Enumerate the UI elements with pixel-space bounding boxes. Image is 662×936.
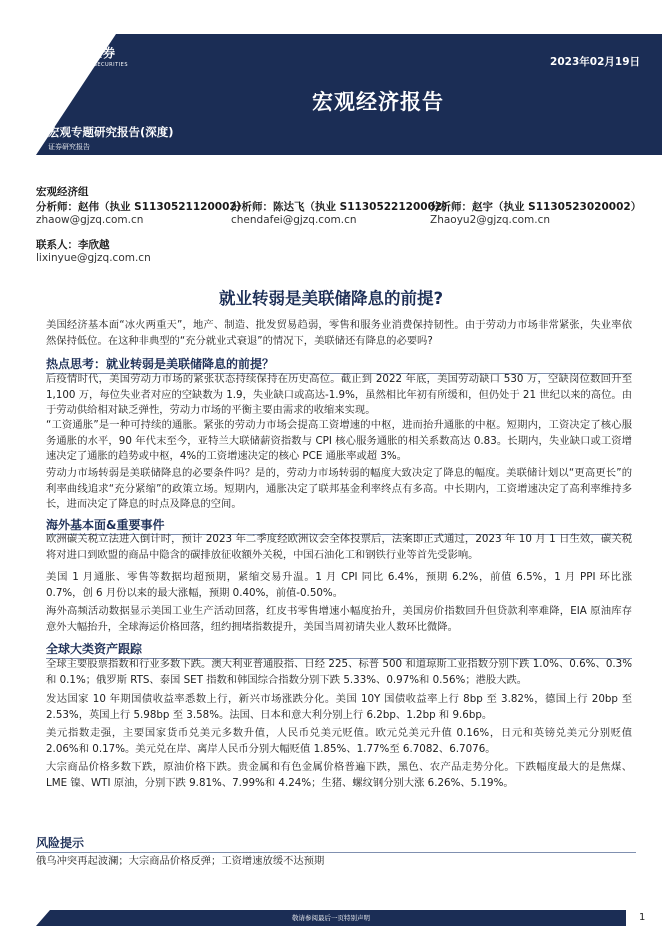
logo-text: 国金证券 bbox=[64, 46, 117, 60]
analyst-3-email[interactable]: Zhaoyu2@gjzq.com.cn bbox=[430, 214, 551, 226]
assets-paragraph-3: 美元指数走强，主要国家货币兑美元多数升值，人民币兑美元贬值。欧元兑美元升值 0.16%，日元和英镑兑美元分别贬值 2.06%和 0.17%。美元兑在岸、离岸人民币分别大幅贬值 1.85%、1.77%至 6.7082、6.7076。 bbox=[46, 727, 632, 755]
assets-paragraph-4: 大宗商品价格多数下跌，原油价格下跌。贵金属和有色金属价格普遍下跌，黑色、农产品走势分化。下跌幅度最大的是焦煤、LME 镍、WTI 原油，分别下跌 9.81%、7.99%和 4.24%；生猪、螺纹钢分别大涨 6.26%、5.19%。 bbox=[46, 761, 632, 789]
assets-paragraph-2: 发达国家 10 年期国债收益率悉数上行，新兴市场涨跌分化。美国 10Y 国债收益率上行 8bp 至 3.82%，德国上行 20bp 至 2.53%，英国上行 5.98bp 至 3.58%。法国、日本和意大利分别上行 6.2bp、1.2bp 和 9.6bp。 bbox=[46, 693, 632, 721]
footer-disclaimer[interactable]: 敬请参阅最后一页特别声明 bbox=[292, 914, 370, 922]
intro-paragraph: 美国经济基本面“冰火两重天”，地产、制造、批发贸易趋弱，零售和服务业消费保持韧性。由于劳动力市场非常紧张，失业率依然保持低位。在这种非典型的“充分就业式衰退”的情况下，美联储还有降息的必要吗? bbox=[46, 319, 632, 347]
logo-english: SINOLINK SECURITIES bbox=[64, 62, 128, 68]
analyst-2-email[interactable]: chendafei@gjzq.com.cn bbox=[231, 214, 357, 226]
assets-paragraph-1: 全球主要股票指数和行业多数下跌。澳大利亚普通股指、日经 225、标普 500 和道琼斯工业指数分别下跌 1.0%、0.6%、0.3%和 0.1%；俄罗斯 RTS、泰国 SET 指数和韩国综合指数分别下跌 5.33%、0.97%和 0.56%；港股大跌。 bbox=[46, 658, 632, 686]
contact-person: 联系人：李欣越 bbox=[36, 239, 110, 251]
risk-text: 俄乌冲突再起波澜；大宗商品价格反弹；工资增速放缓不达预期 bbox=[36, 855, 325, 867]
brand-logo bbox=[43, 44, 128, 68]
analyst-1-email[interactable]: zhaow@gjzq.com.cn bbox=[36, 214, 144, 226]
overseas-paragraph-1: 欧洲碳关税立法进入倒计时，预计 2023 年二季度经欧洲议会全体投票后，法案即正式通过，2023 年 10 月 1 日生效，碳关税将对进口到欧盟的商品中隐含的碳排放征收额外关税，中国石油化工和钢铁行业等首先受影响。 bbox=[46, 533, 632, 561]
page-number: 1 bbox=[639, 912, 646, 923]
report-category-title: 宏观经济报告 bbox=[312, 90, 444, 114]
footer-bar bbox=[36, 910, 626, 926]
report-subtitle: 宏观专题研究报告(深度) bbox=[48, 125, 174, 139]
hot-paragraph-3: 劳动力市场转弱是美联储降息的必要条件吗？是的，劳动力市场转弱的幅度大致决定了降息的幅度。美联储计划以“更高更长”的利率曲线追求“充分紧缩”的政策立场。短期内，通胀决定了联邦基金利率终点有多高。中长期内，工资增速决定了高利率维持多长，进而决定了降息的时点及降息的空间。 bbox=[46, 467, 632, 510]
overseas-paragraph-3: 海外高频活动数据显示美国工业生产活动回落，红皮书零售增速小幅度抬升，美国房价指数回升但贷款利率难降，EIA 原油库存意外大幅抬升，全球海运价格回落，纽约拥堵指数提升，美国当周初请失业人数环比微降。 bbox=[46, 605, 632, 633]
analyst-2: 分析师：陈达飞（执业 S1130522120002） bbox=[231, 201, 453, 213]
logo-icon bbox=[43, 48, 59, 64]
hot-paragraph-1: 后疫情时代，美国劳动力市场的紧张状态持续保持在历史高位。截止到 2022 年底，美国劳动缺口 530 万，空缺岗位数回升至 1,100 万，每位失业者对应的空缺数为 1.9，失业缺口或高达-1.9%，虽然相比年初有所缓和，但仍处于 21 世纪以来的高位。由于劳动供给相对缺乏弹性，劳动力市场的平衡主要由需求的收缩来实现。 bbox=[46, 373, 632, 416]
team-name: 宏观经济组 bbox=[36, 186, 89, 198]
analyst-1: 分析师：赵伟（执业 S1130521120002） bbox=[36, 201, 248, 213]
report-type: 证券研究报告 bbox=[48, 143, 90, 151]
overseas-paragraph-2: 美国 1 月通胀、零售等数据均超预期，紧缩交易升温。1 月 CPI 同比 6.4%，预期 6.2%，前值 6.5%，1 月 PPI 环比涨 0.7%，创 6 月份以来的最大涨幅，预期 0.40%，前值-0.50%。 bbox=[46, 571, 632, 599]
section-overseas: 海外基本面&重要事件 bbox=[46, 516, 632, 535]
section-risk: 风险提示 bbox=[36, 834, 636, 853]
analyst-3: 分析师：赵宇（执业 S1130523020002） bbox=[430, 201, 642, 213]
hot-paragraph-2: “工资通胀”是一种可持续的通胀。紧张的劳动力市场会提高工资增速的中枢，进而抬升通胀的中枢。短期内，工资决定了核心服务通胀的水平，90 年代末至今，亚特兰大联储薪资指数与 CPI 核心服务通胀的相关系数高达 0.83。长期内，失业缺口或工资增速决定了通胀的趋势或中枢，4%的工资增速决定的核心 PCE 通胀率或超 3%。 bbox=[46, 419, 632, 462]
contact-email[interactable]: lixinyue@gjzq.com.cn bbox=[36, 252, 151, 264]
section-hot-topic: 热点思考：就业转弱是美联储降息的前提？ bbox=[46, 355, 632, 374]
article-title: 就业转弱是美联储降息的前提? bbox=[218, 289, 444, 308]
section-assets: 全球大类资产跟踪 bbox=[46, 640, 632, 659]
report-date: 2023年02月19日 bbox=[550, 56, 640, 68]
